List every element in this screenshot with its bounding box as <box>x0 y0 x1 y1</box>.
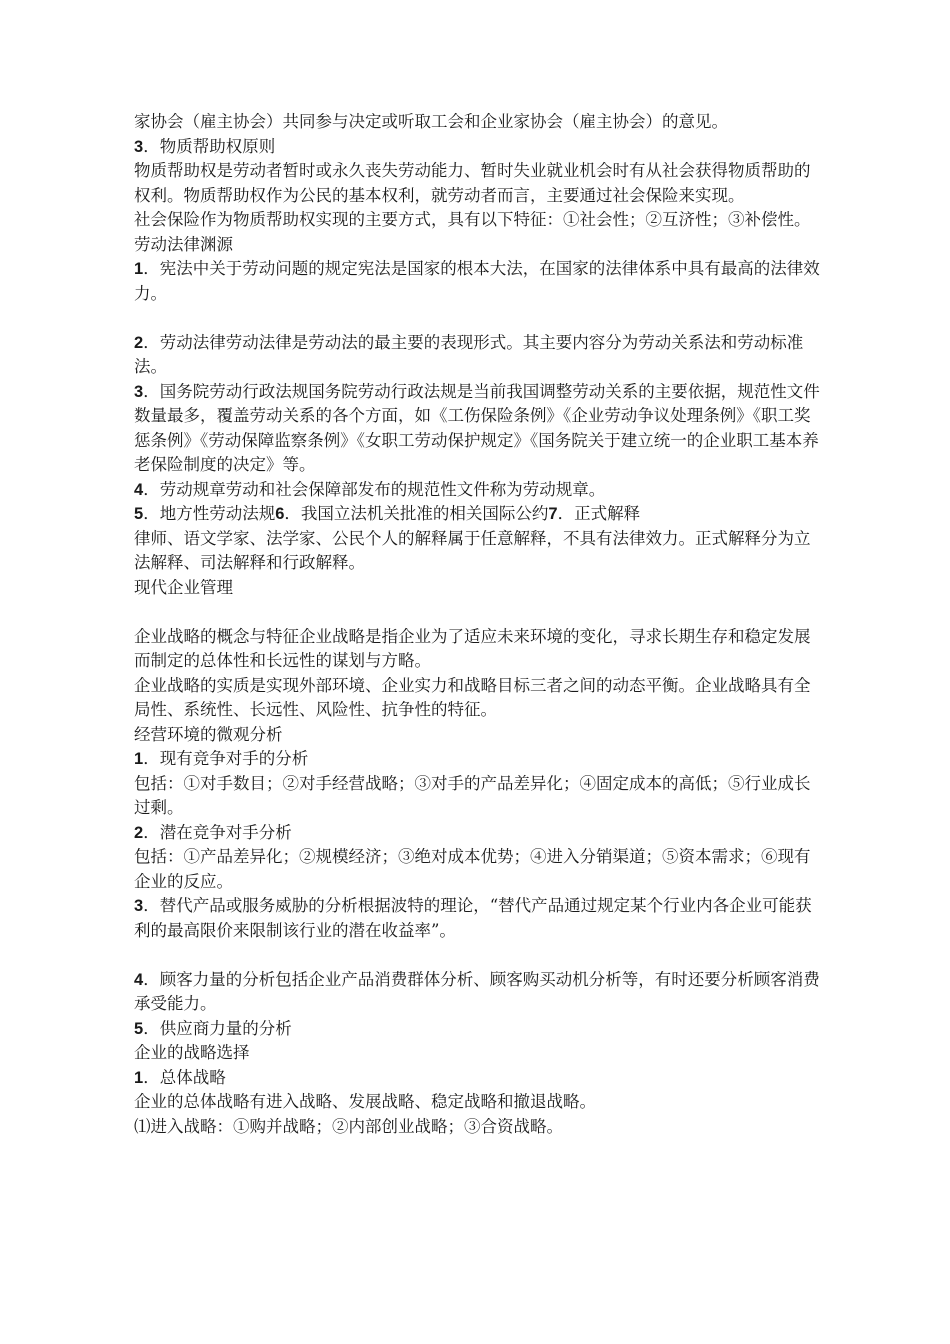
list-item: 4．劳动规章劳动和社会保障部发布的规范性文件称为劳动规章。 <box>134 479 606 499</box>
list-item: 3．替代产品或服务威胁的分析根据波特的理论，“替代产品通过规定某个行业内各企业可能获利的最高限价来限制该行业的潜在收益率”。 <box>134 896 812 940</box>
list-item: 1．总体战略 <box>134 1067 226 1087</box>
paragraph: 律师、语文学家、法学家、公民个人的解释属于任意解释，不具有法律效力。正式解释分为立法解释、司法解释和行政解释。 <box>134 528 811 572</box>
section-heading: 劳动法律渊源 <box>134 234 233 254</box>
list-item: 5．供应商力量的分析 <box>134 1018 292 1038</box>
paragraph: 社会保险作为物质帮助权实现的主要方式，具有以下特征：①社会性；②互济性；③补偿性。 <box>134 210 811 229</box>
list-item: 2．劳动法律劳动法律是劳动法的最主要的表现形式。其主要内容分为劳动关系法和劳动标准法。 <box>134 332 804 376</box>
paragraph: 物质帮助权是劳动者暂时或永久丧失劳动能力、暂时失业就业机会时有从社会获得物质帮助的权利。物质帮助权作为公民的基本权利，就劳动者而言，主要通过社会保险来实现。 <box>134 161 811 205</box>
list-item: 3．国务院劳动行政法规国务院劳动行政法规是当前我国调整劳动关系的主要依据，规范性文件数量最多，覆盖劳动关系的各个方面，如《工伤保险条例》《企业劳动争议处理条例》《职工奖惩条例》《劳动保障监察条例》《女职工劳动保护规定》《国务院关于建立统一的企业职工基本养老保险制度的决定》等。 <box>134 381 820 474</box>
list-item: 5．地方性劳动法规6．我国立法机关批准的相关国际公约7．正式解释 <box>134 504 641 523</box>
paragraph: 包括：①对手数目；②对手经营战略；③对手的产品差异化；④固定成本的高低；⑤行业成长过剩。 <box>134 773 811 817</box>
blank-line <box>134 306 824 331</box>
section-heading: 3．物质帮助权原则 <box>134 136 276 156</box>
section-heading: 企业的战略选择 <box>134 1043 250 1062</box>
paragraph: ⑴进入战略：①购并战略；②内部创业战略；③合资战略。 <box>134 1116 563 1136</box>
paragraph: 企业的总体战略有进入战略、发展战略、稳定战略和撤退战略。 <box>134 1092 596 1111</box>
document-body <box>134 110 824 1139</box>
section-heading: 现代企业管理 <box>134 577 233 597</box>
paragraph: 家协会（雇主协会）共同参与决定或听取工会和企业家协会（雇主协会）的意见。 <box>134 112 728 131</box>
list-item: 4．顾客力量的分析包括企业产品消费群体分析、顾客购买动机分析等，有时还要分析顾客消费承受能力。 <box>134 969 820 1013</box>
paragraph: 企业战略的概念与特征企业战略是指企业为了适应未来环境的变化，寻求长期生存和稳定发展而制定的总体性和长远性的谋划与方略。 <box>134 626 811 670</box>
paragraph: 企业战略的实质是实现外部环境、企业实力和战略目标三者之间的动态平衡。企业战略具有全局性、系统性、长远性、风险性、抗争性的特征。 <box>134 675 811 719</box>
blank-line <box>134 943 824 968</box>
list-item: 2．潜在竞争对手分析 <box>134 822 292 842</box>
section-heading: 经营环境的微观分析 <box>134 724 283 744</box>
list-item: 1．宪法中关于劳动问题的规定宪法是国家的根本大法，在国家的法律体系中具有最高的法律效力。 <box>134 259 820 303</box>
list-item: 1．现有竞争对手的分析 <box>134 749 309 768</box>
blank-line <box>134 600 824 625</box>
paragraph: 包括：①产品差异化；②规模经济；③绝对成本优势；④进入分销渠道；⑤资本需求；⑥现有企业的反应。 <box>134 847 811 891</box>
